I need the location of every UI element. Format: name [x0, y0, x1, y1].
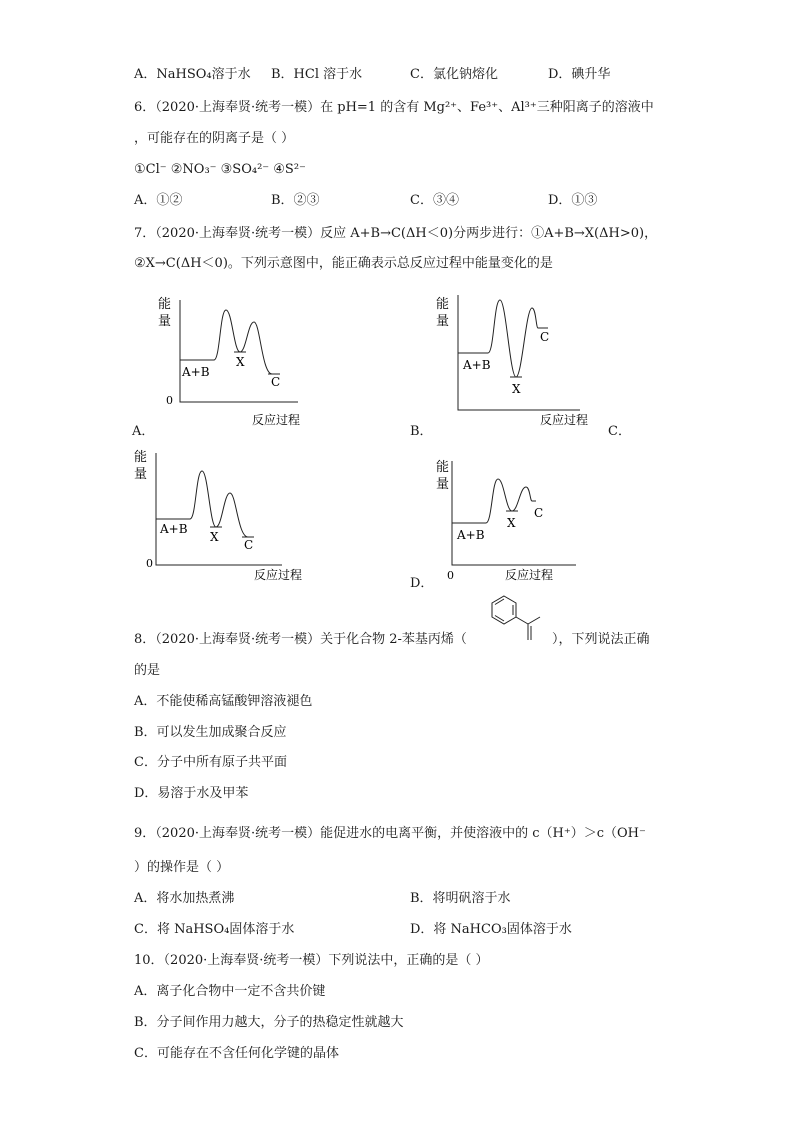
q7-option-c-label: C．: [608, 424, 631, 439]
q5-option-d: D．碘升华: [548, 67, 611, 82]
graph-b-product: C: [540, 330, 550, 344]
q9-option-c: C．将 NaHSO₄固体溶于水: [134, 922, 295, 937]
q6-ion-list: ①Cl⁻ ②NO₃⁻ ③SO₄²⁻ ④S²⁻: [134, 162, 306, 177]
q5-option-c: C．氯化钠熔化: [410, 67, 498, 82]
q9-stem-line2: ）的操作是（ ）: [134, 860, 230, 875]
q10-option-b: B．分子间作用力越大，分子的热稳定性就越大: [134, 1015, 404, 1030]
graph-d-product: C: [534, 506, 544, 520]
q6-option-a: A．①②: [134, 193, 183, 208]
q8-option-b: B．可以发生加成聚合反应: [134, 725, 287, 740]
q6-option-c: C．③④: [410, 193, 459, 208]
graph-a-origin: 0: [166, 394, 173, 407]
graph-c-origin: 0: [146, 557, 153, 570]
q8-stem-line1-prefix: 8．（2020·上海奉贤·统考一模）关于化合物 2-苯基丙烯（: [134, 632, 467, 647]
graph-b-reactant: A+B: [463, 358, 491, 372]
graph-a-intermediate: X: [236, 355, 245, 369]
graph-a-product: C: [271, 375, 281, 389]
graph-d-axes: [452, 461, 576, 565]
q6-option-d: D．①③: [548, 193, 598, 208]
q10-option-c: C．可能存在不含任何化学键的晶体: [134, 1046, 339, 1061]
q6-option-b: B．②③: [271, 193, 320, 208]
graph-b-ylabel-2: 量: [436, 314, 450, 329]
graph-a-ylabel-2: 量: [158, 314, 172, 329]
q8-stem-line2: 的是: [134, 663, 161, 678]
graph-d-origin: 0: [447, 569, 454, 582]
graph-a-xlabel: 反应过程: [252, 413, 301, 427]
q7-stem-line1: 7．（2020·上海奉贤·统考一模）反应 A+B→C(ΔH＜0)分两步进行：①A+B→X(ΔH>0)，: [134, 226, 658, 241]
q6-stem-line1: 6．（2020·上海奉贤·统考一模）在 pH=1 的含有 Mg²⁺、Fe³⁺、Al³⁺三种阳离子的溶液中: [134, 100, 654, 115]
q9-stem-line1: 9．（2020·上海奉贤·统考一模）能促进水的电离平衡，并使溶液中的 c（H⁺）＞c（OH⁻: [134, 826, 646, 841]
graph-d-reactant: A+B: [457, 528, 485, 542]
q10-stem: 10．（2020·上海奉贤·统考一模）下列说法中，正确的是（ ）: [134, 953, 489, 968]
graph-b-intermediate: X: [512, 382, 521, 396]
graph-c-product: C: [244, 538, 254, 552]
q8-option-d: D．易溶于水及甲苯: [134, 786, 249, 801]
q7-option-b-label: B．: [410, 424, 433, 439]
phenylpropene-structure: [488, 592, 552, 652]
q7-graph-d: [430, 455, 605, 590]
q7-graph-c: [130, 445, 320, 590]
q5-option-a: A．NaHSO₄溶于水: [134, 67, 251, 82]
q7-stem-line2: ②X→C(ΔH＜0)。下列示意图中，能正确表示总反应过程中能量变化的是: [134, 256, 553, 271]
graph-b-xlabel: 反应过程: [540, 413, 589, 427]
q10-option-a: A．离子化合物中一定不含共价键: [134, 984, 326, 999]
graph-d-intermediate: X: [507, 516, 516, 530]
q7-option-d-label: D．: [410, 576, 434, 591]
graph-c-ylabel-2: 量: [134, 467, 148, 482]
graph-c-ylabel-1: 能: [134, 450, 148, 465]
q5-option-b: B．HCl 溶于水: [271, 67, 363, 82]
graph-b-ylabel-1: 能: [436, 297, 450, 312]
q7-graph-a: [150, 290, 320, 435]
graph-d-ylabel-1: 能: [436, 460, 450, 475]
q8-stem-line1-suffix: ），下列说法正确: [552, 632, 650, 647]
graph-c-reactant: A+B: [160, 522, 188, 536]
q9-option-a: A．将水加热煮沸: [134, 891, 235, 906]
graph-a-ylabel-1: 能: [158, 297, 172, 312]
q8-option-c: C．分子中所有原子共平面: [134, 755, 287, 770]
graph-d-curve: [452, 479, 536, 523]
q7-graph-b: [430, 290, 605, 435]
q8-option-a: A．不能使稀高锰酸钾溶液褪色: [134, 694, 313, 709]
graph-c-xlabel: 反应过程: [254, 568, 303, 582]
graph-d-ylabel-2: 量: [436, 477, 450, 492]
graph-c-axes: [156, 453, 282, 565]
q7-option-a-label: A．: [132, 424, 155, 439]
q9-option-b: B．将明矾溶于水: [410, 891, 511, 906]
q9-option-d: D．将 NaHCO₃固体溶于水: [410, 922, 572, 937]
graph-c-intermediate: X: [210, 530, 219, 544]
q6-stem-line2: ，可能存在的阴离子是（ ）: [134, 131, 295, 146]
graph-a-reactant: A+B: [182, 365, 210, 379]
graph-d-xlabel: 反应过程: [505, 568, 554, 582]
